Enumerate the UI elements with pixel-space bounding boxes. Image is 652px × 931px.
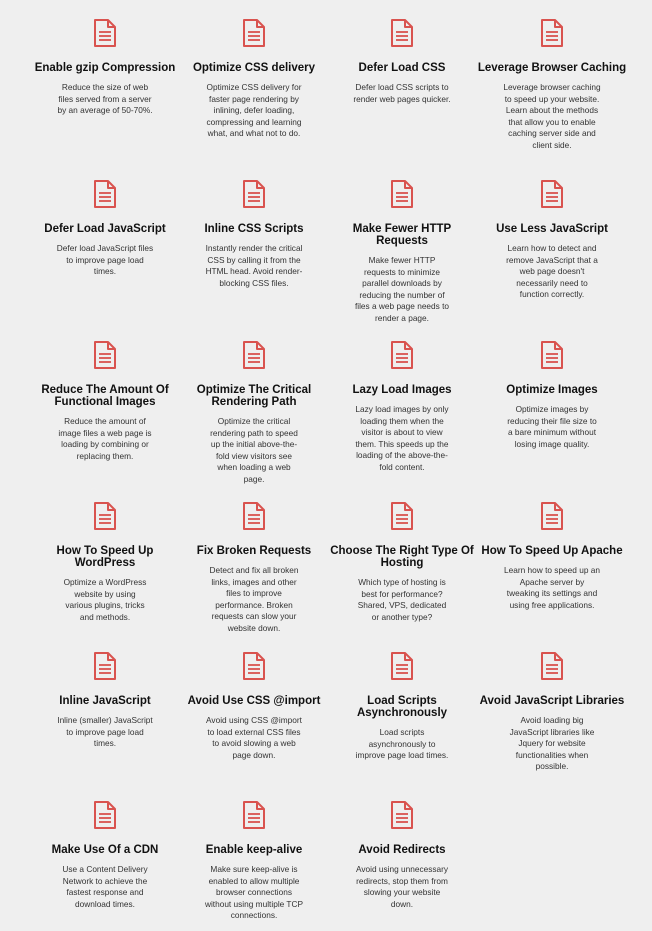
feature-description: Optimize the critical rendering path to speed up the initial above-the-fold view visitors see when loading a web page. [210, 416, 298, 484]
document-icon [92, 501, 118, 531]
feature-card[interactable] [477, 651, 627, 773]
document-icon [389, 179, 415, 209]
feature-card[interactable] [30, 800, 180, 910]
feature-description: Avoid loading big JavaScript libraries like Jquery for website functionalities when possible. [509, 715, 595, 771]
document-icon [241, 800, 267, 830]
feature-title[interactable]: Lazy Load Images [352, 384, 452, 396]
feature-card[interactable] [477, 501, 627, 611]
feature-card[interactable] [179, 340, 329, 485]
feature-card[interactable] [327, 340, 477, 473]
feature-title[interactable]: Reduce The Amount Of Functional Images [41, 384, 169, 408]
feature-card[interactable] [30, 340, 180, 462]
feature-description: Optimize CSS delivery for faster page rendering by inlining, defer loading, compressing and learning what, and what not to do. [206, 82, 302, 138]
feature-description: Optimize a WordPress website by using various plugins, tricks and methods. [63, 577, 147, 622]
feature-title[interactable]: Make Fewer HTTP Requests [352, 223, 452, 247]
feature-card[interactable] [30, 179, 180, 278]
feature-description: Defer load CSS scripts to render web pages quicker. [353, 82, 451, 104]
feature-description: Leverage browser caching to speed up your website. Learn about the methods that allow you to enable caching server side and client side. [503, 82, 601, 150]
feature-title[interactable]: Inline CSS Scripts [204, 223, 304, 235]
feature-card[interactable] [477, 340, 627, 450]
feature-description: Reduce the amount of image files a web page is loading by combining or replacing them. [58, 416, 152, 461]
document-icon [389, 800, 415, 830]
feature-card[interactable] [327, 800, 477, 910]
feature-description: Instantly render the critical CSS by calling it from the HTML head. Avoid render-blocking CSS files. [205, 243, 303, 288]
feature-title[interactable]: Defer Load JavaScript [44, 223, 166, 235]
feature-description: Detect and fix all broken links, images and other files to improve performance. Broken requests can slow your website down. [209, 565, 299, 633]
document-icon [241, 179, 267, 209]
feature-description: Learn how to detect and remove JavaScript that a web page doesn't necessarily need to function correctly. [506, 243, 598, 299]
document-icon [241, 340, 267, 370]
feature-card[interactable] [327, 179, 477, 324]
feature-description: Avoid using CSS @import to load external CSS files to avoid slowing a web page down. [206, 715, 302, 760]
feature-card[interactable] [179, 501, 329, 634]
feature-description: Which type of hosting is best for performance? Shared, VPS, dedicated or another type? [357, 577, 447, 622]
feature-title[interactable]: Inline JavaScript [59, 695, 151, 707]
feature-title[interactable]: Optimize The Critical Rendering Path [196, 384, 312, 408]
feature-card[interactable] [30, 18, 180, 117]
feature-card[interactable] [477, 179, 627, 301]
feature-card[interactable] [327, 18, 477, 105]
document-icon [539, 501, 565, 531]
document-icon [539, 179, 565, 209]
feature-description: Use a Content Delivery Network to achieve the fastest response and download times. [62, 864, 148, 909]
document-icon [241, 651, 267, 681]
feature-title[interactable]: Optimize Images [506, 384, 598, 396]
feature-description: Lazy load images by only loading them when the visitor is about to view them. This speeds up the loading of the above-the-fold content. [355, 404, 449, 472]
document-icon [241, 18, 267, 48]
feature-title[interactable]: Enable keep-alive [205, 844, 303, 856]
feature-card[interactable] [477, 18, 627, 151]
document-icon [92, 651, 118, 681]
feature-card[interactable] [179, 18, 329, 140]
feature-title[interactable]: Make Use Of a CDN [51, 844, 159, 856]
feature-title[interactable]: Optimize CSS delivery [192, 62, 316, 74]
feature-description: Avoid using unnecessary redirects, stop them from slowing your website down. [355, 864, 449, 909]
feature-description: Learn how to speed up an Apache server by tweaking its settings and using free applications. [504, 565, 600, 610]
feature-card[interactable] [179, 800, 329, 922]
document-icon [539, 340, 565, 370]
feature-title[interactable]: Fix Broken Requests [196, 545, 312, 557]
feature-title[interactable]: How To Speed Up Apache [481, 545, 623, 557]
feature-title[interactable]: Avoid JavaScript Libraries [479, 695, 625, 707]
document-icon [92, 18, 118, 48]
feature-description: Make fewer HTTP requests to minimize parallel downloads by reducing the number of files a web page needs to render a page. [354, 255, 450, 323]
feature-card[interactable] [327, 501, 477, 623]
document-icon [92, 179, 118, 209]
document-icon [241, 501, 267, 531]
feature-title[interactable]: Choose The Right Type Of Hosting [330, 545, 474, 569]
document-icon [539, 18, 565, 48]
feature-title[interactable]: Enable gzip Compression [34, 62, 176, 74]
feature-title[interactable]: Avoid Redirects [358, 844, 446, 856]
feature-title[interactable]: How To Speed Up WordPress [56, 545, 154, 569]
feature-description: Inline (smaller) JavaScript to improve page load times. [57, 715, 153, 748]
feature-title[interactable]: Defer Load CSS [358, 62, 446, 74]
feature-description: Defer load JavaScript files to improve page load times. [56, 243, 154, 276]
document-icon [92, 800, 118, 830]
feature-title[interactable]: Use Less JavaScript [496, 223, 608, 235]
feature-title[interactable]: Load Scripts Asynchronously [356, 695, 448, 719]
document-icon [389, 340, 415, 370]
feature-title[interactable]: Avoid Use CSS @import [187, 695, 321, 707]
feature-title[interactable]: Leverage Browser Caching [477, 62, 627, 74]
document-icon [389, 651, 415, 681]
document-icon [389, 18, 415, 48]
feature-description: Make sure keep-alive is enabled to allow multiple browser connections without using multiple TCP connections. [204, 864, 304, 920]
feature-card[interactable] [30, 651, 180, 750]
document-icon [92, 340, 118, 370]
feature-description: Load scripts asynchronously to improve page load times. [355, 727, 449, 760]
feature-description: Optimize images by reducing their file size to a bare minimum without losing image quality. [507, 404, 597, 449]
feature-description: Reduce the size of web files served from a server by an average of 50-70%. [57, 82, 153, 115]
feature-card[interactable] [179, 179, 329, 289]
feature-card[interactable] [179, 651, 329, 761]
document-icon [539, 651, 565, 681]
feature-card[interactable] [30, 501, 180, 623]
feature-card[interactable] [327, 651, 477, 762]
document-icon [389, 501, 415, 531]
